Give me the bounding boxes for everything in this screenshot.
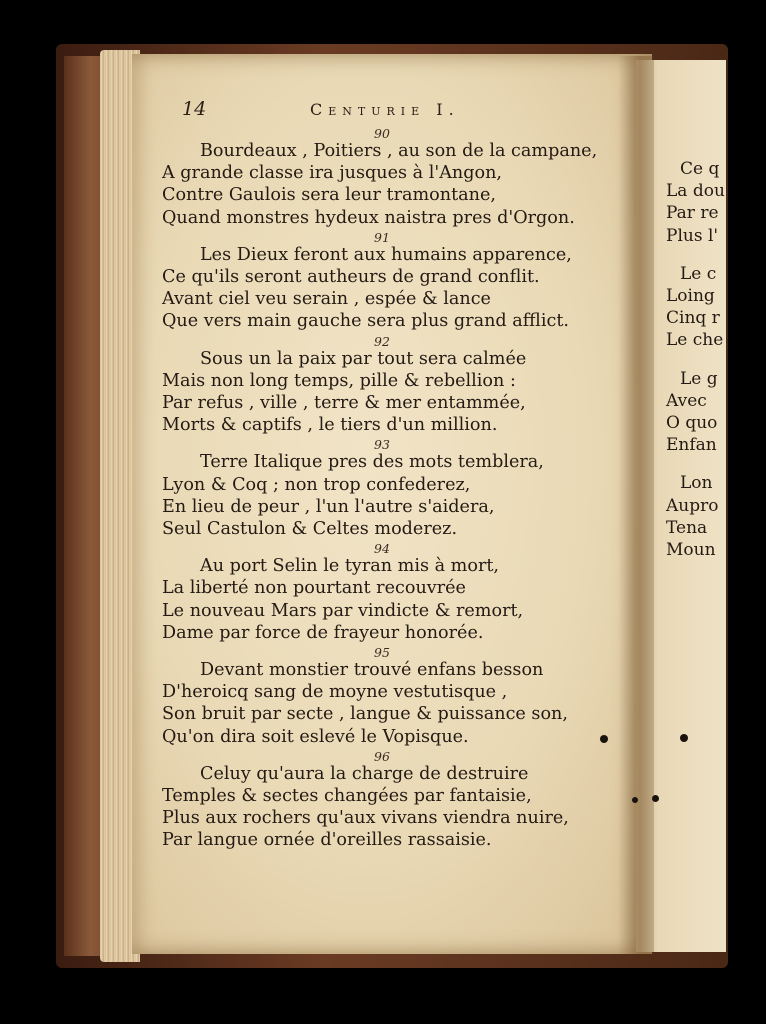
quatrain-number: 96 [374,748,390,764]
page-number: 14 [182,98,207,120]
right-page-fragment: O quo [666,413,718,434]
right-page-fragment: Moun [666,540,716,561]
verse-line: Par refus , ville , terre & mer entammée, [162,393,526,414]
gutter-shadow [618,56,654,954]
verse-line: Seul Castulon & Celtes moderez. [162,519,458,540]
verse-line: D'heroicq sang de moyne vestutisque , [162,682,508,703]
quatrain [162,748,617,852]
verse-line: En lieu de peur , l'un l'autre s'aidera, [162,496,495,517]
quatrain-number: 91 [374,229,390,245]
worm-hole [600,735,608,743]
verse-line: Ce qu'ils seront autheurs de grand conflit. [162,267,540,288]
verse-line: Devant monstier trouvé enfans besson [200,660,544,681]
verse-line: Au port Selin le tyran mis à mort, [200,556,500,577]
right-page-fragment: Le che [666,330,724,351]
quatrain-number: 93 [374,437,390,453]
verse-line: Mais non long temps, pille & rebellion : [162,370,516,391]
verse-line: A grande classe ira jusques à l'Angon, [162,163,503,184]
worm-hole [680,734,688,742]
quatrain [162,128,617,229]
verse-line: Qu'on dira soit eslevé le Vopisque. [162,726,469,747]
verse-line: Celuy qu'aura la charge de destruire [200,763,529,784]
running-title: Centurie I. [310,100,460,119]
right-page-fragment: Aupro [666,495,719,516]
verse-line: Contre Gaulois sera leur tramontane, [162,185,496,206]
right-page-fragment: Par re [666,203,719,224]
verse-line: Son bruit par secte , langue & puissance son, [162,704,568,725]
quatrain-number: 94 [374,541,390,557]
quatrain [162,229,617,333]
verse-line: Terre Italique pres des mots temblera, [200,452,544,473]
verse-line: Temples & sectes changées par fantaisie, [162,786,532,807]
verse-line: Les Dieux feront aux humains apparence, [200,244,572,265]
verse-line: Plus aux rochers qu'aux vivans viendra nuire, [162,808,569,829]
quatrain [162,333,617,437]
quatrain-number: 92 [374,333,390,349]
quatrain [162,647,617,748]
right-page-fragment: Cinq r [666,308,720,329]
running-header [182,98,622,128]
right-page-fragment: Le g [680,368,718,389]
right-page-fragment: Plus l' [666,225,719,246]
right-page-fragment: Loing [666,286,715,307]
verse-line: Quand monstres hydeux naistra pres d'Orgon. [162,207,575,228]
verse-line: Sous un la paix par tout sera calmée [200,348,527,369]
verse-line: Le nouveau Mars par vindicte & remort, [162,600,524,621]
verse-line: Dame par force de frayeur honorée. [162,622,484,643]
right-page-fragment: La dou [666,181,725,202]
right-page-fragment: Ce q [680,159,720,179]
worm-hole [652,795,659,802]
right-page-fragment: Lon [680,473,713,494]
quatrain [162,543,617,644]
right-page-fragment: Avec [666,390,707,411]
verse-line: Avant ciel veu serain , espée & lance [162,289,491,310]
verse-line: Morts & captifs , le tiers d'un million. [162,415,498,436]
quatrain [162,439,617,540]
quatrain-number: 95 [374,645,390,661]
verse-line: Lyon & Coq ; non trop confederez, [162,474,471,495]
quatrain-number: 90 [374,126,390,141]
verse-line: Par langue ornée d'oreilles rassaisie. [162,830,492,851]
right-page-fragment: Tena [666,517,708,538]
verse-line: Que vers main gauche sera plus grand afflict. [162,311,570,332]
verse-line: La liberté non pourtant recouvrée [162,578,466,599]
right-page-text [666,158,746,561]
right-page-fragment: Enfan [666,435,717,456]
worm-hole [632,797,638,803]
quatrain-list [162,128,617,855]
verse-line: Bourdeaux , Poitiers , au son de la campane, [200,141,598,161]
right-page-fragment: Le c [680,263,717,284]
